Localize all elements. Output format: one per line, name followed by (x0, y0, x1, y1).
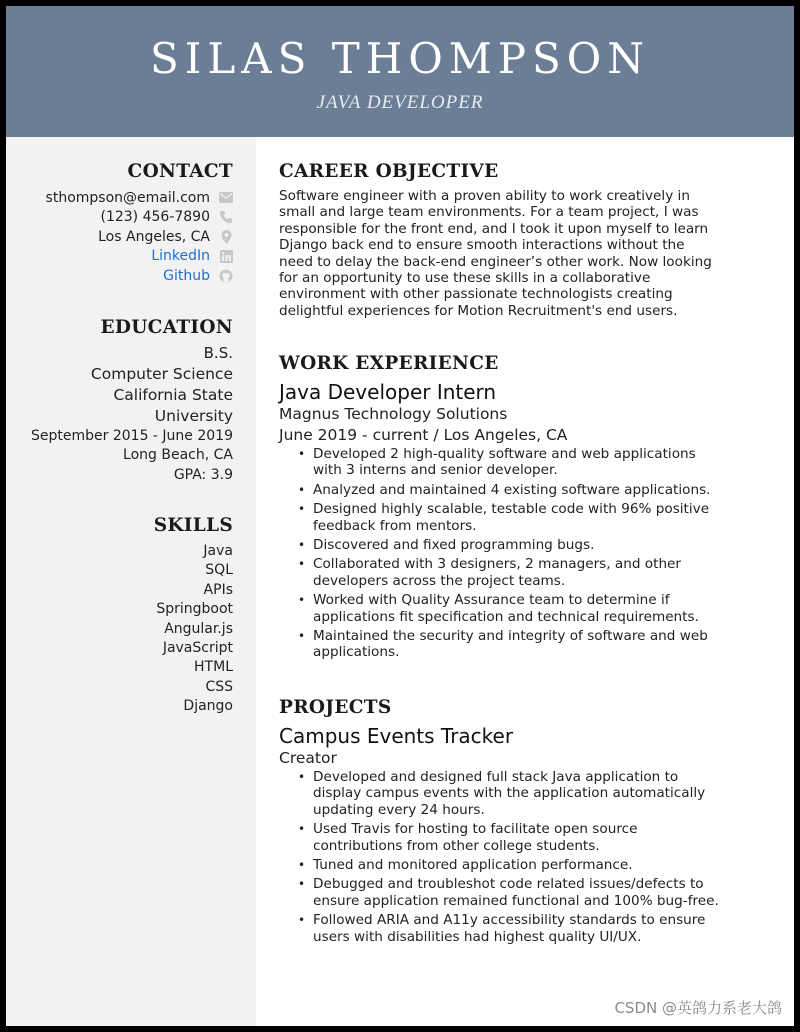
sidebar (6, 137, 256, 1026)
education-heading: EDUCATION (100, 317, 233, 338)
linkedin-link[interactable]: LinkedIn (151, 248, 210, 265)
project-name: Campus Events Tracker (279, 724, 514, 748)
email-text: sthompson@email.com (45, 189, 210, 206)
project-role: Creator (279, 749, 337, 767)
objective-line: environment with other passionate technologists creating (279, 286, 673, 303)
experience-role: Java Developer Intern (279, 380, 497, 404)
skill-item: Springboot (156, 601, 233, 618)
resume-page (6, 6, 794, 1026)
list-item: • Developed and designed full stack Java application to display campus events with the application automatically updating every 24 hours. (295, 769, 771, 818)
list-item: • Debugged and troubleshot code related issues/defects to ensure application remained functional and 100% bug-free. (295, 876, 771, 909)
job-title: JAVA DEVELOPER (316, 92, 484, 113)
skill-item: Angular.js (164, 620, 233, 637)
experience-company: Magnus Technology Solutions (279, 405, 508, 423)
objective-line: for an opportunity to use these skills in a collaborative (279, 270, 651, 287)
objective-line: Software engineer with a proven ability to work creatively in (279, 188, 690, 204)
experience-section (279, 353, 771, 664)
github-icon (219, 269, 233, 283)
experience-dates-location: June 2019 - current / Los Angeles, CA (279, 426, 568, 444)
candidate-name: SILAS THOMPSON (149, 34, 650, 83)
resume-header (6, 6, 794, 137)
education-school: California State (113, 385, 233, 404)
list-item: • Maintained the security and integrity of software and web applications. (295, 628, 771, 661)
education-dates: September 2015 - June 2019 (31, 427, 233, 444)
education-gpa: GPA: 3.9 (173, 466, 233, 483)
location-text: Los Angeles, CA (98, 228, 210, 245)
contact-github[interactable] (13, 266, 233, 286)
objective-section (279, 161, 771, 319)
objective-line: delightful experiences for Motion Recruitment's end users. (279, 302, 678, 319)
contact-location (13, 227, 233, 247)
project-bullets (295, 769, 771, 945)
education-major: Computer Science (90, 364, 233, 383)
skill-item: HTML (194, 659, 233, 676)
skill-item: APIs (203, 581, 233, 598)
projects-heading: PROJECTS (279, 697, 392, 718)
list-item: • Discovered and fixed programming bugs. (295, 537, 771, 553)
education-school-cont: University (154, 406, 233, 425)
skills-heading: SKILLS (153, 515, 233, 536)
contact-email[interactable] (13, 188, 233, 208)
phone-text: (123) 456-7890 (100, 209, 210, 226)
envelope-icon (219, 191, 233, 205)
linkedin-icon (219, 249, 233, 263)
objective-line: Django back end to ensure smooth interactions without the (279, 237, 685, 254)
contact-section (13, 161, 233, 286)
skills-section (13, 515, 233, 717)
education-location: Long Beach, CA (123, 447, 233, 463)
objective-line: responsible for the front end, and I took it upon myself to learn (279, 220, 709, 237)
map-pin-icon (219, 230, 233, 244)
list-item: • Used Travis for hosting to facilitate open source contributions from other college students. (295, 821, 771, 854)
list-item: • Designed highly scalable, testable code with 96% positive feedback from mentors. (295, 501, 771, 534)
contact-heading: CONTACT (127, 161, 233, 182)
phone-icon (219, 210, 233, 224)
skill-item: CSS (205, 678, 233, 695)
contact-linkedin[interactable] (13, 247, 233, 267)
list-item: • Analyzed and maintained 4 existing software applications. (295, 482, 771, 498)
experience-heading: WORK EXPERIENCE (279, 353, 499, 374)
list-item: • Collaborated with 3 designers, 2 managers, and other developers across the project teams. (295, 556, 771, 589)
objective-line: need to delay the back-end engineer’s other work. Now looking (279, 253, 712, 270)
list-item: • Worked with Quality Assurance team to determine if applications fit specification and technical requirements. (295, 592, 771, 625)
list-item: • Tuned and monitored application performance. (295, 857, 771, 873)
education-degree: B.S. (203, 344, 233, 362)
education-section (13, 317, 233, 485)
skill-item: SQL (205, 562, 233, 579)
watermark: CSDN @英鸽力系老大鸽 (614, 999, 782, 1017)
github-link[interactable]: Github (163, 267, 210, 284)
skill-item: Django (183, 698, 233, 715)
contact-phone[interactable] (13, 208, 233, 228)
experience-bullets (295, 446, 771, 661)
list-item: • Developed 2 high-quality software and web applications with 3 interns and senior developer. (295, 446, 771, 479)
list-item: • Followed ARIA and A11y accessibility standards to ensure users with disabilities had highest quality UI/UX. (295, 912, 771, 945)
objective-line: small and large team environments. For a team project, I was (279, 204, 699, 221)
objective-heading: CAREER OBJECTIVE (279, 161, 499, 182)
skill-item: JavaScript (162, 640, 233, 657)
projects-section (279, 697, 771, 948)
skill-item: Java (203, 543, 233, 559)
main-column (256, 137, 794, 1026)
